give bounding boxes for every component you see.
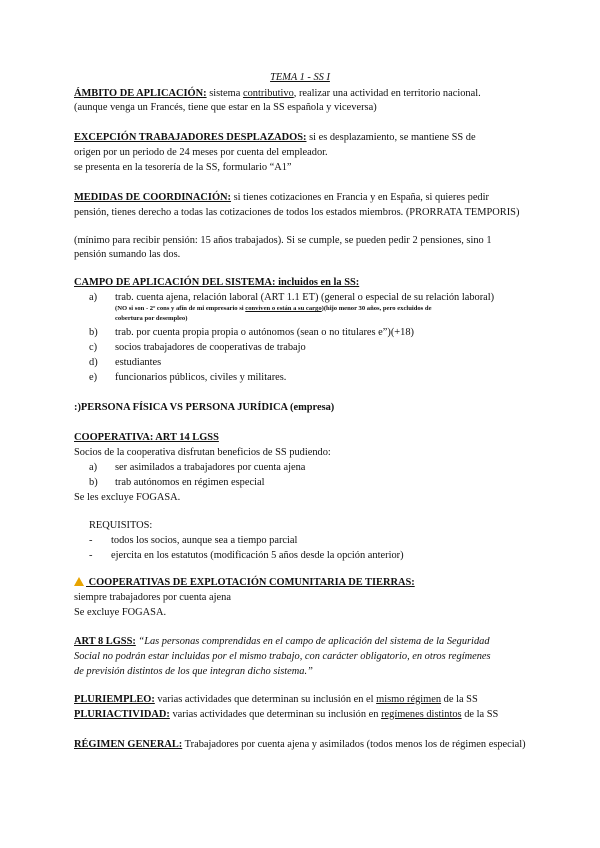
explotacion-label: COOPERATIVAS DE EXPLOTACIÓN COMUNITARIA DE TIERRAS: — [86, 577, 415, 588]
medidas-line-2: pensión, tienes derecho a todas las cotizaciones de todos los estados miembros. (PRORRATA TEMPORIS) — [74, 207, 520, 218]
art8-line-3: de previsión distintos de los que integran dicho sistema.” — [74, 666, 313, 677]
medidas-line-1: MEDIDAS DE COORDINACIÓN: si tienes cotizaciones en Francia y en España, si quieres pedir — [74, 192, 489, 203]
campo-label: CAMPO DE APLICACIÓN DEL SISTEMA: incluidos en la SS: — [74, 277, 360, 288]
pluriempleo-label: PLURIEMPLEO: — [74, 694, 155, 705]
requisitos-item-1: - todos los socios, aunque sea a tiempo parcial — [89, 535, 298, 546]
campo-item-a: a) trab. cuenta ajena, relación laboral (ART 1.1 ET) (general o especial de su relación laboral) — [89, 292, 495, 303]
regimen-general-label: RÉGIMEN GENERAL: — [74, 739, 183, 750]
art8-line-2: Social no podrán estar incluidas por el mismo trabajo, con carácter obligatorio, en otros regímenes — [74, 651, 491, 662]
page-title: TEMA 1 - SS I — [270, 72, 330, 83]
cooperativa-fogasa: Se les excluye FOGASA. — [74, 492, 181, 503]
regimen-general-line: RÉGIMEN GENERAL: Trabajadores por cuenta ajena y asimilados (todos menos los de régimen especial) — [74, 739, 526, 750]
ambito-line-1: ÁMBITO DE APLICACIÓN: sistema contributivo, realizar una actividad en territorio nacional. — [74, 88, 481, 99]
cooperativa-item-a: a) ser asimilados a trabajadores por cuenta ajena — [89, 462, 306, 473]
campo-item-e: e) funcionarios públicos, civiles y militares. — [89, 372, 287, 383]
requisitos-label: REQUISITOS: — [89, 520, 153, 531]
requisitos-item-2: - ejercita en los estatutos (modificación 5 años desde la opción anterior) — [89, 550, 404, 561]
cooperativa-label: COOPERATIVA: ART 14 LGSS — [74, 432, 219, 443]
pluriactividad-line: PLURIACTIVIDAD: varias actividades que determinan su inclusión en regímenes distintos de la SS — [74, 709, 499, 720]
ambito-line-2: (aunque venga un Francés, tiene que estar en la SS española y viceversa) — [74, 102, 377, 113]
persona-heading: :)PERSONA FÍSICA VS PERSONA JURÍDICA (empresa) — [74, 402, 335, 413]
pluriactividad-label: PLURIACTIVIDAD: — [74, 709, 170, 720]
explotacion-heading — [74, 576, 415, 589]
art8-label: ART 8 LGSS: — [74, 636, 136, 647]
warning-icon — [74, 577, 84, 586]
medidas-line-3: (mínimo para recibir pensión: 15 años trabajados). Si se cumple, se pueden pedir 2 pensiones, sino 1 — [74, 235, 492, 246]
explotacion-line-1: siempre trabajadores por cuenta ajena — [74, 592, 231, 603]
cooperativa-item-b: b) trab autónomos en régimen especial — [89, 477, 265, 488]
medidas-label: MEDIDAS DE COORDINACIÓN: — [74, 192, 232, 203]
excepcion-line-3: se presenta en la tesorería de la SS, formulario “A1” — [74, 162, 292, 173]
ambito-label: ÁMBITO DE APLICACIÓN: — [74, 88, 207, 99]
excepcion-line-2: origen por un periodo de 24 meses por cuenta del empleador. — [74, 147, 328, 158]
campo-item-c: c) socios trabajadores de cooperativas de trabajo — [89, 342, 306, 353]
pluriempleo-line: PLURIEMPLEO: varias actividades que determinan su inclusión en el mismo régimen de la SS — [74, 694, 478, 705]
art8-line-1: ART 8 LGSS: “Las personas comprendidas en el campo de aplicación del sistema de la Seguridad — [74, 636, 490, 647]
excepcion-line-1: EXCEPCIÓN TRABAJADORES DESPLAZADOS: si es desplazamiento, se mantiene SS de — [74, 132, 476, 143]
campo-note-a-2: cobertura por desempleo) — [115, 315, 188, 322]
explotacion-line-2: Se excluye FOGASA. — [74, 607, 167, 618]
cooperativa-line-1: Socios de la cooperativa disfrutan beneficios de SS pudiendo: — [74, 447, 331, 458]
campo-item-b: b) trab. por cuenta propia propia o autónomos (sean o no titulares e”)(+18) — [89, 327, 415, 338]
excepcion-label: EXCEPCIÓN TRABAJADORES DESPLAZADOS: — [74, 132, 307, 143]
campo-note-a: (NO si son - 2º cons y afín de mi empresario si conviven o están a su cargo)(hijo menor 30 años, pero excluidos de — [115, 305, 432, 312]
campo-item-d: d) estudiantes — [89, 357, 162, 368]
medidas-line-4: pensión sumando las dos. — [74, 249, 181, 260]
